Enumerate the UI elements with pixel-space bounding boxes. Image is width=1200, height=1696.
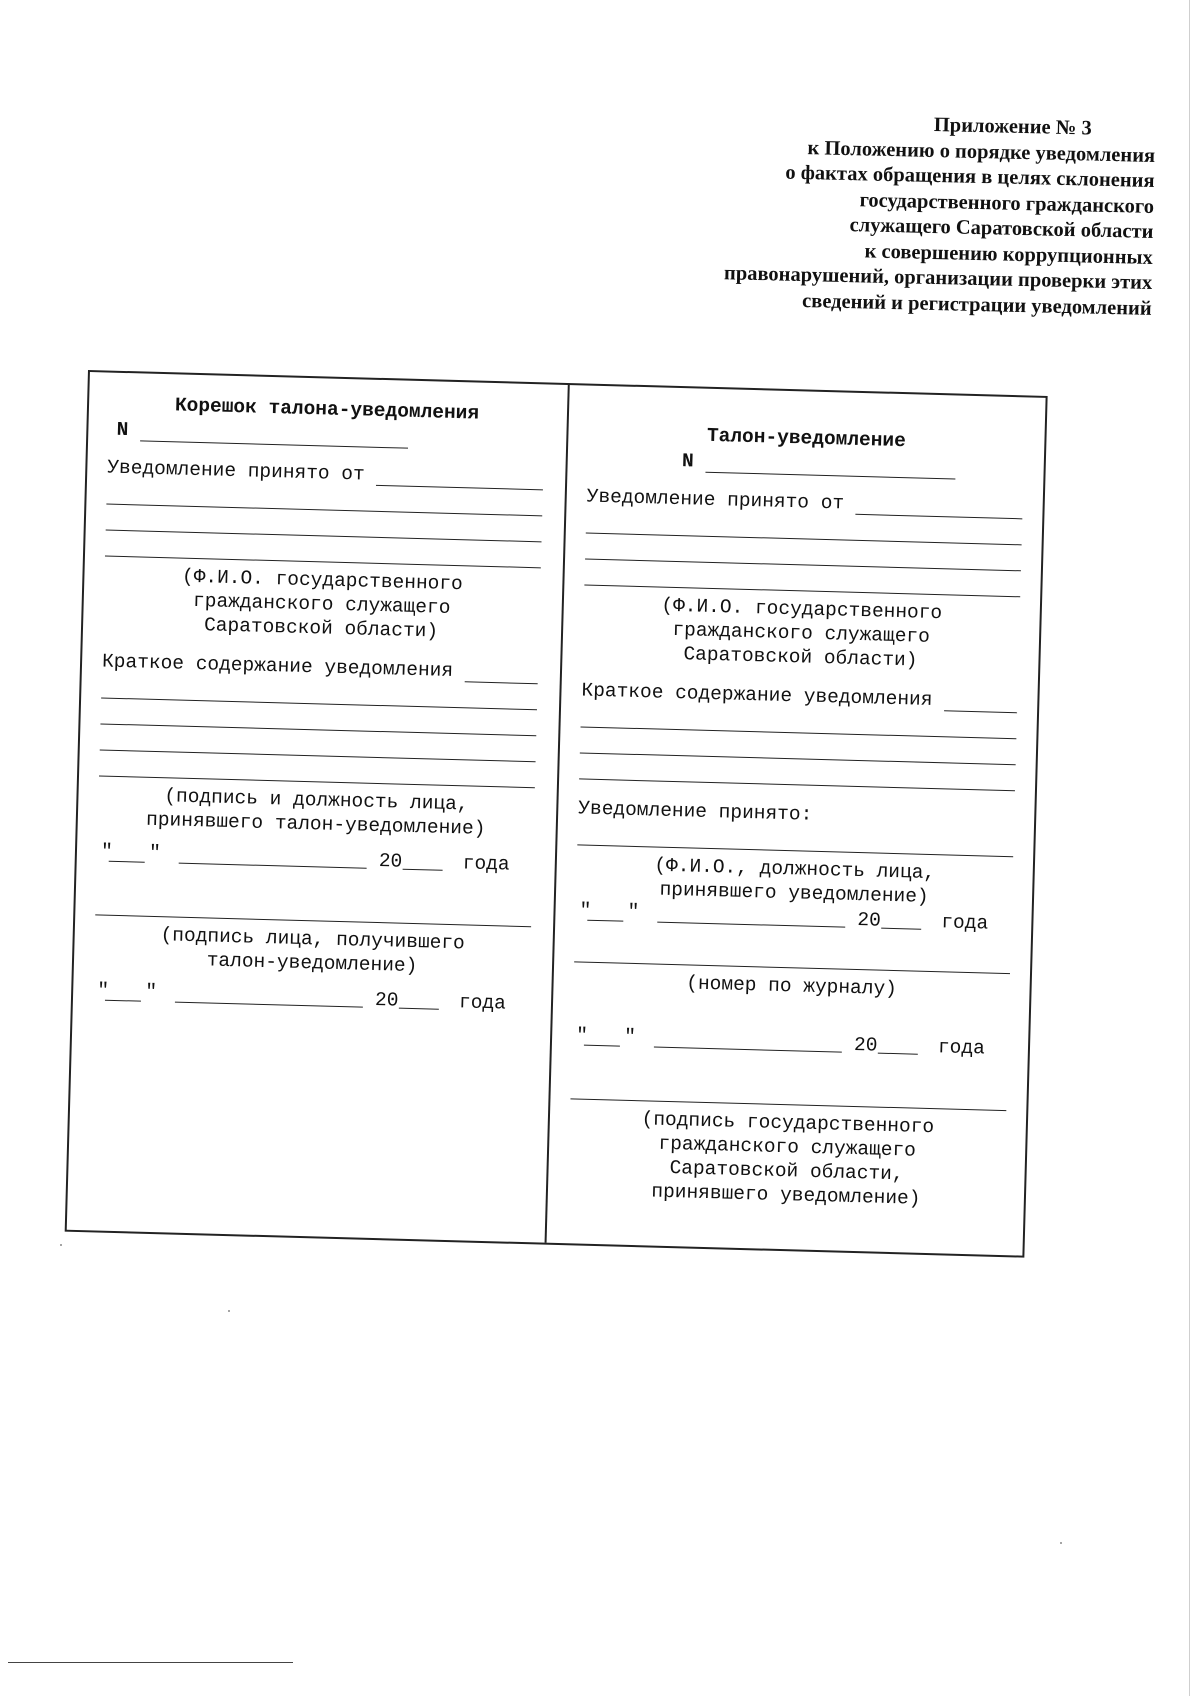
appendix-caption-line: правонарушений, организации проверки этих [723, 262, 1153, 294]
stub-date-year-field[interactable] [403, 869, 443, 871]
year-prefix: 20 [374, 988, 399, 1012]
scan-speck [228, 1310, 230, 1312]
stub-signer-caption [98, 782, 535, 842]
talon-received-from-label: Уведомление принято от [586, 485, 845, 515]
stub-title: Корешок талона-уведомления [174, 394, 480, 425]
caption-line: (Ф.И.О. государственного [661, 594, 943, 625]
appendix-caption-line: сведений и регистрации уведомлений [801, 289, 1152, 320]
appendix-caption-line: к Положению о порядке уведомления [807, 136, 1156, 167]
quote-mark: " [579, 899, 592, 922]
year-suffix: года [941, 911, 989, 935]
talon-date2-day-field[interactable] [584, 1045, 620, 1047]
stub-section [67, 372, 568, 1243]
talon-date2-month-field[interactable] [654, 1047, 842, 1053]
stub-fio-caption [103, 563, 541, 647]
talon-number-field[interactable] [705, 452, 955, 480]
appendix-caption-line: о фактах обращения в целях склонения [785, 161, 1155, 192]
quote-mark: " [148, 841, 161, 865]
caption-line: (Ф.И.О. государственного [181, 565, 464, 596]
caption-line: Саратовской области, [669, 1157, 904, 1186]
appendix-caption-line: к совершению коррупционных [864, 239, 1154, 269]
year-suffix: года [937, 1036, 986, 1060]
talon-section [547, 385, 1048, 1256]
talon-signature-caption [568, 1105, 1006, 1213]
caption-line: гражданского служащего [192, 589, 451, 619]
talon-accepted-label: Уведомление принято: [578, 797, 813, 826]
talon-date2-year-field[interactable] [878, 1053, 918, 1055]
quote-mark: " [627, 900, 640, 924]
stub-date2-day-field[interactable] [105, 1000, 141, 1002]
appendix-caption-line: государственного гражданского [859, 188, 1155, 218]
stub-date-day-field[interactable] [109, 861, 145, 863]
talon-date-day-field[interactable] [587, 920, 623, 922]
talon-fio-caption [582, 592, 1020, 676]
caption-line: Саратовской области) [203, 614, 439, 643]
quote-mark: " [623, 1025, 637, 1049]
quote-mark: " [100, 840, 113, 863]
caption-line: принявшего уведомление) [651, 1180, 921, 1210]
stub-number-field[interactable] [140, 420, 408, 448]
talon-journal-caption: (номер по журналу) [686, 972, 898, 1001]
caption-line: талон-уведомление) [206, 949, 418, 978]
caption-line: принявшего уведомление) [659, 878, 929, 908]
talon-number-label: N [681, 450, 695, 473]
caption-line: (подпись и должность лица, [164, 785, 469, 816]
appendix-caption [636, 106, 1156, 322]
stub-summary-field[interactable] [465, 663, 538, 684]
stub-date2-year-field[interactable] [399, 1008, 439, 1010]
talon-date-year-field[interactable] [881, 928, 921, 930]
stub-summary-label: Краткое содержание уведомления [101, 650, 454, 682]
year-prefix: 20 [378, 850, 403, 873]
stub-received-from-label: Уведомление принято от [107, 456, 366, 486]
scan-page-edge [1189, 0, 1190, 1696]
caption-line: Саратовской области) [683, 643, 918, 672]
stub-date2-row [92, 979, 529, 1031]
stub-date-month-field[interactable] [179, 863, 367, 869]
talon-summary-label: Краткое содержание уведомления [581, 679, 933, 711]
caption-line: гражданского служащего [658, 1132, 917, 1162]
appendix-title: Приложение № 3 [933, 113, 1092, 140]
quote-mark: " [575, 1024, 589, 1047]
talon-title: Талон-уведомление [706, 424, 907, 453]
talon-summary-field[interactable] [944, 692, 1017, 713]
scan-speck [60, 1244, 62, 1246]
stub-date2-month-field[interactable] [175, 1002, 363, 1008]
caption-line: (подпись лица, получившего [160, 924, 466, 955]
year-suffix: года [458, 991, 507, 1015]
caption-line: гражданского служащего [672, 618, 931, 648]
caption-line: (Ф.И.О., должность лица, [654, 854, 936, 885]
year-suffix: года [462, 852, 510, 876]
appendix-caption-line: служащего Саратовской области [849, 214, 1154, 243]
talon-date-month-field[interactable] [657, 922, 845, 928]
caption-line: (подпись государственного [641, 1108, 935, 1139]
quote-mark: " [144, 980, 158, 1004]
stub-recipient-caption [94, 921, 531, 981]
stub-number-label: N [116, 418, 129, 442]
footnote-rule [8, 1662, 293, 1663]
scan-speck [1060, 1542, 1062, 1544]
caption-line: принявшего талон-уведомление) [145, 808, 486, 840]
quote-mark: " [96, 979, 110, 1002]
year-prefix: 20 [857, 909, 882, 932]
notification-form [65, 370, 1048, 1258]
year-prefix: 20 [853, 1033, 878, 1057]
